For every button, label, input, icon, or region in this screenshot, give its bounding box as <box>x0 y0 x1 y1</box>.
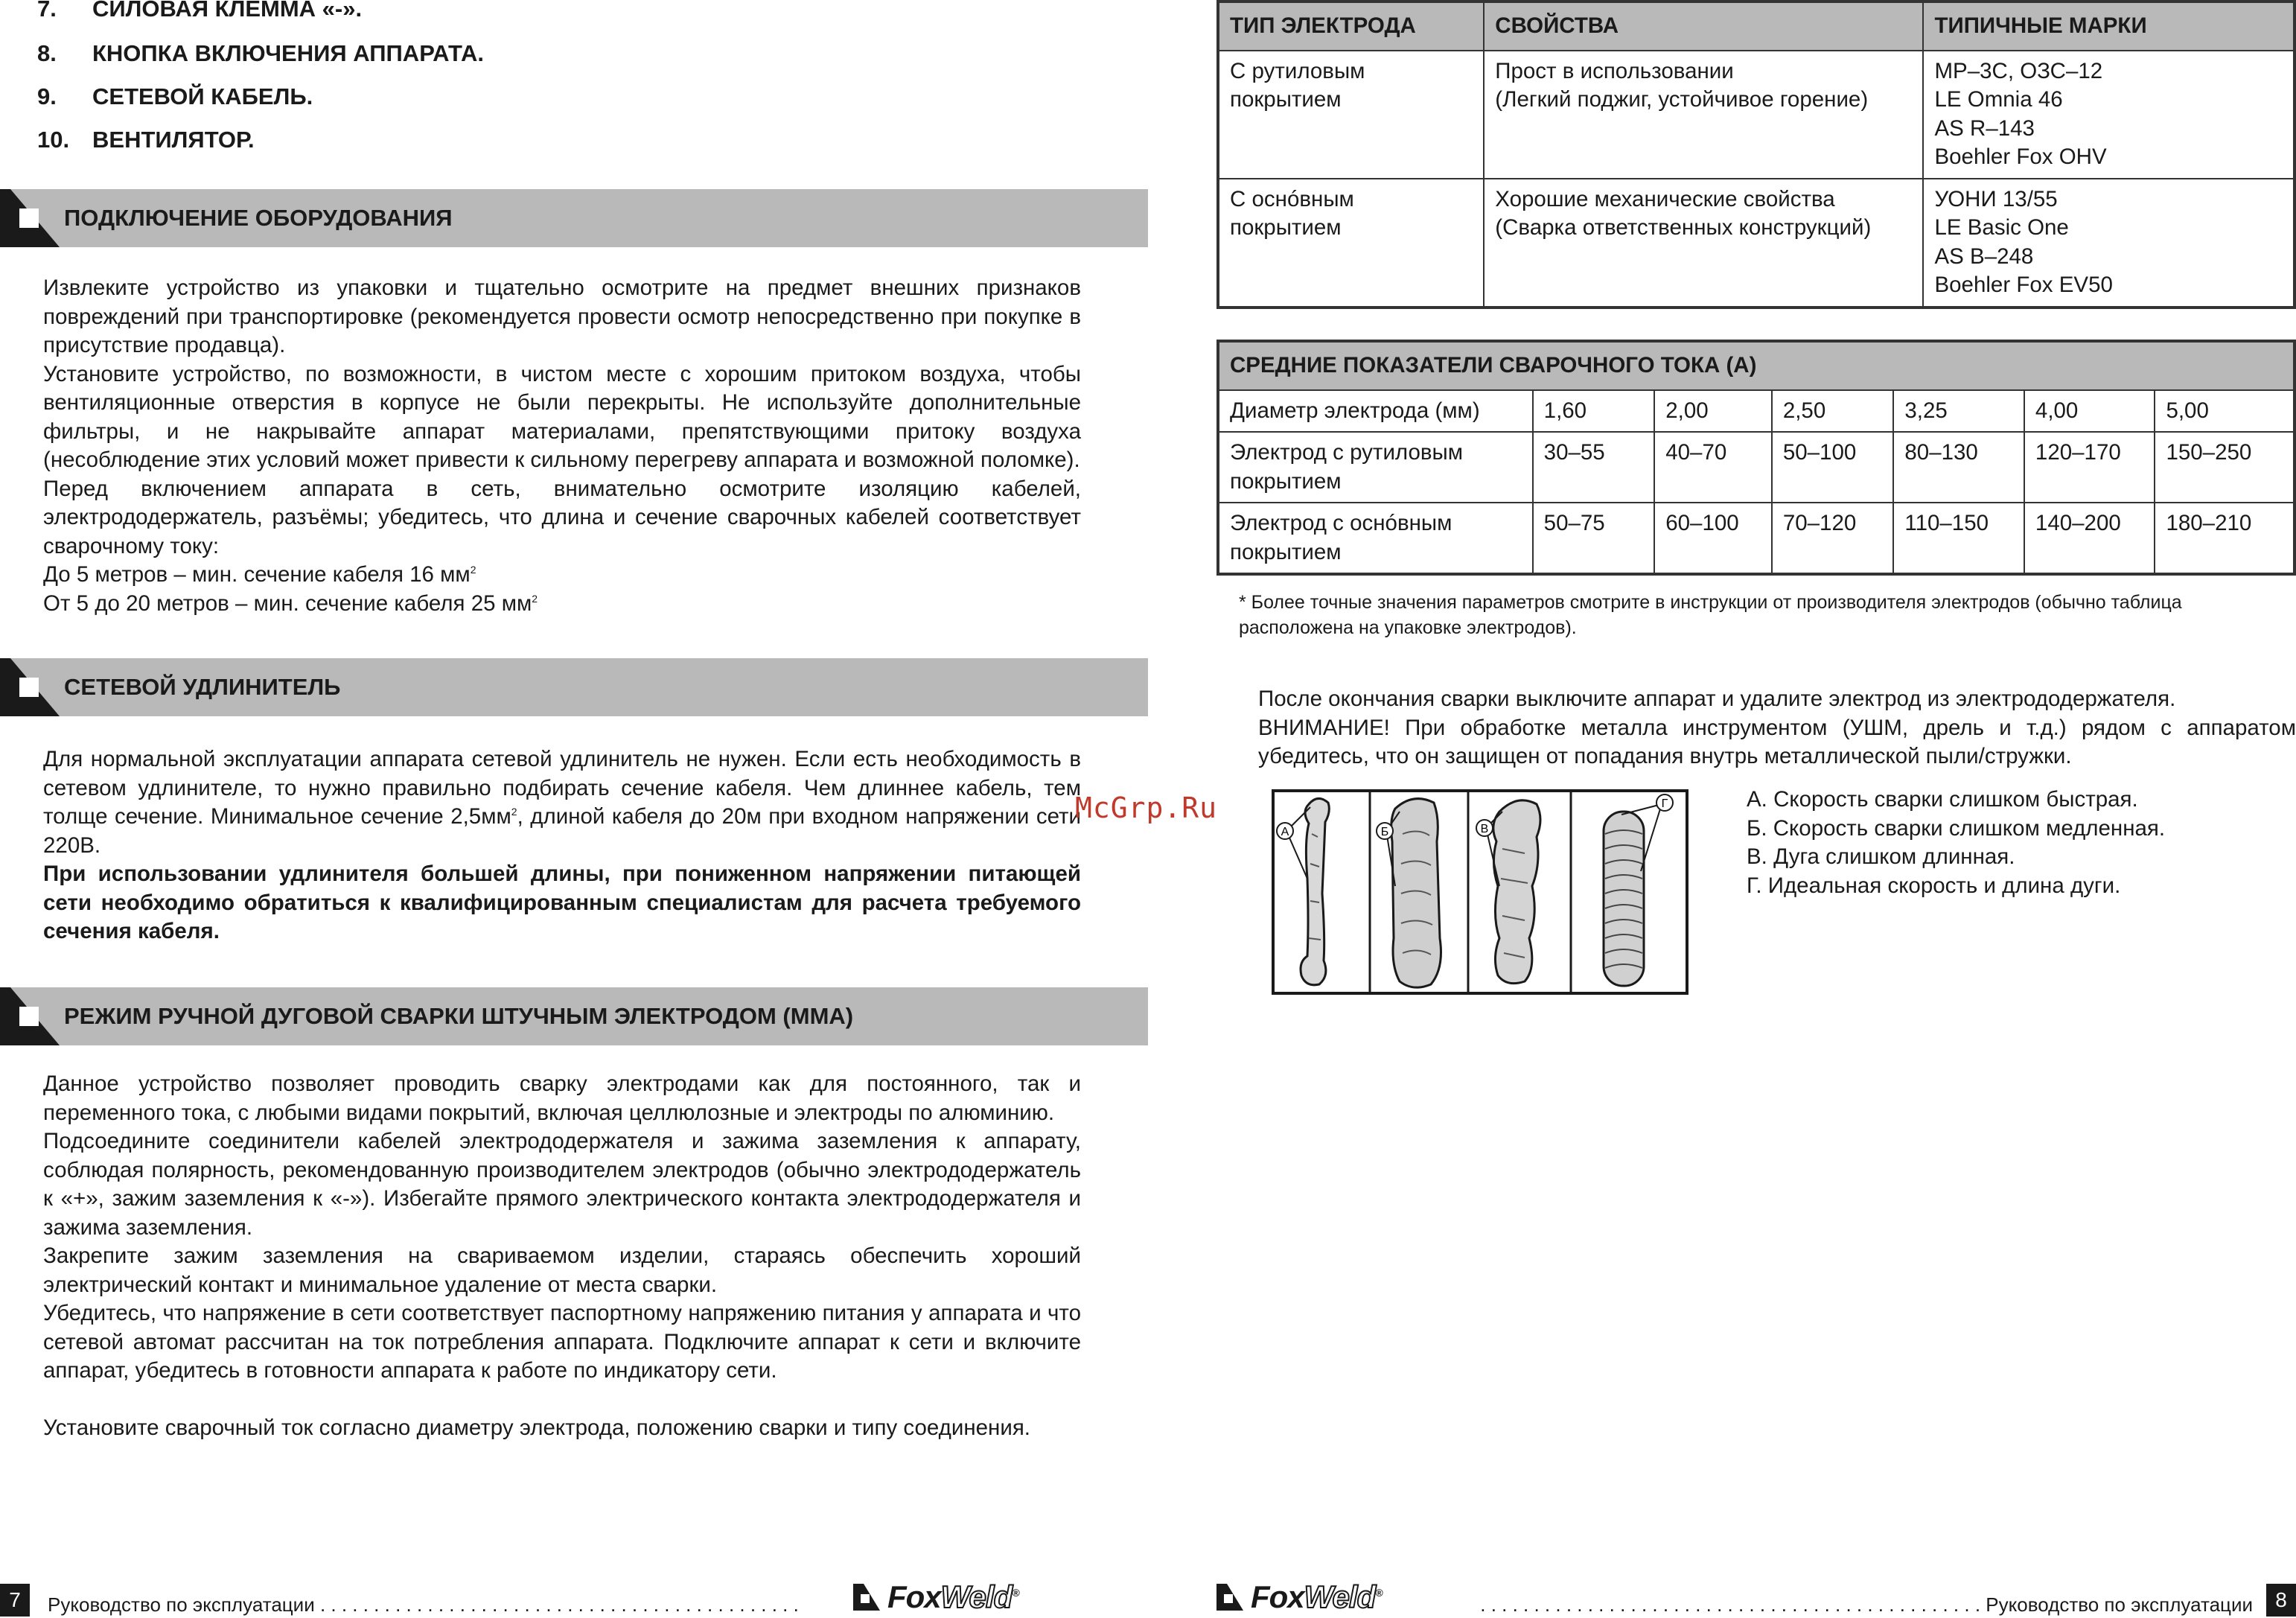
watermark: McGrp.Ru <box>1075 792 1218 824</box>
section-marker-icon <box>0 658 60 716</box>
list-item: 8. КНОПКА ВКЛЮЧЕНИЯ АППАРАТА. <box>37 40 484 66</box>
list-item: 9. СЕТЕВОЙ КАБЕЛЬ. <box>37 83 313 109</box>
table-row <box>1218 390 2295 433</box>
svg-text:Б: Б <box>1380 826 1389 838</box>
list-item: 7. СИЛОВАЯ КЛЕММА «-». <box>37 0 363 22</box>
table-cell: 120–170 <box>2024 432 2155 503</box>
footnote: * Более точные значения параметров смотрите в инструкции от производителя электродов (обычно таблица расположена на упаковке электродов). <box>1239 592 2182 638</box>
weld-bead-figure <box>1272 789 1688 995</box>
paragraph: До 5 метров – мин. сечение кабеля 16 $мм^2$ <box>43 562 476 587</box>
row-label: Диаметр электрода (мм) <box>1218 390 1533 433</box>
table-cell: 2,00 <box>1654 390 1772 433</box>
section-title: СЕТЕВОЙ УДЛИНИТЕЛЬ <box>64 674 341 700</box>
table-row <box>1218 179 2295 308</box>
column-header: ТИПИЧНЫЕ МАРКИ <box>1923 1 2295 51</box>
logo-mark-icon <box>1215 1582 1245 1612</box>
table-row <box>1218 51 2295 179</box>
svg-text:А: А <box>1281 826 1289 838</box>
table-cell: 2,50 <box>1772 390 1894 433</box>
legend-item: А. Скорость сварки слишком быстрая. <box>1747 787 2138 812</box>
page-number: 8 <box>2266 1584 2296 1617</box>
paragraph: При использовании удлинителя большей длины, при пониженном напряжении питающей сети необходимо обратиться к квалифицированным специалистам для расчета требуемого сечения кабеля. <box>43 861 1081 943</box>
paragraph: После окончания сварки выключите аппарат и удалите электрод из электрододержателя. ВНИМАНИЕ! При обработке металла инструментом (УШМ, дрель и т.д.) рядом с аппаратом убедитесь, что он защищен от попадания внутрь металлической пыли/стружки. <box>1258 687 2296 768</box>
table-cell: 180–210 <box>2155 503 2295 574</box>
table-cell: 50–75 <box>1533 503 1655 574</box>
table-header-row <box>1218 341 2295 390</box>
table-title: СРЕДНИЕ ПОКАЗАТЕЛИ СВАРОЧНОГО ТОКА (А) <box>1218 341 2295 390</box>
section-marker-icon <box>0 189 60 247</box>
table-cell: 30–55 <box>1533 432 1655 503</box>
table-cell: 5,00 <box>2155 390 2295 433</box>
current-table <box>1216 340 2296 576</box>
row-label: Электрод с рутиловым покрытием <box>1218 432 1533 503</box>
column-header: ТИП ЭЛЕКТРОДА <box>1218 1 1484 51</box>
table-cell: С рутиловым покрытием <box>1218 51 1484 179</box>
section-header <box>0 658 1148 716</box>
section-header <box>0 987 1148 1045</box>
paragraph: Убедитесь, что напряжение в сети соответствует паспортному напряжению питания у аппарата и что сетевой автомат рассчитан на ток потребления аппарата. Подключите аппарат к сети и включите аппарат, убедитесь в готовности аппарата к работе по индикатору сети. <box>43 1301 1081 1383</box>
svg-text:Г: Г <box>1661 797 1668 810</box>
paragraph: Для нормальной эксплуатации аппарата сетевой удлинитель не нужен. Если есть необходимость в сетевом удлинителе, то нужно правильно подбирать сечение кабеля. Чем длиннее кабель, тем толще сечение. Минимальное сечение $2,5мм^2$, длиной кабеля до 20м при входном напряжении сети 220В. <box>43 747 1081 858</box>
section-body <box>0 745 1081 946</box>
legend-item: Б. Скорость сварки слишком медленная. <box>1747 815 2166 841</box>
table-cell: Хорошие механические свойства (Сварка ответственных конструкций) <box>1484 179 1923 308</box>
table-cell: МР–3С, ОЗС–12 LE Omnia 46 AS R–143 Boehler Fox OHV <box>1923 51 2295 179</box>
column-header: СВОЙСТВА <box>1484 1 1923 51</box>
bead-d <box>1604 812 1644 986</box>
brand-logo: FoxWeld® <box>852 1579 1019 1616</box>
legend-item: Г. Идеальная скорость и длина дуги. <box>1747 873 2121 898</box>
table-cell: 80–130 <box>1893 432 2024 503</box>
table-cell: 3,25 <box>1893 390 2024 433</box>
table-cell: 150–250 <box>2155 432 2295 503</box>
logo-mark-icon <box>852 1582 881 1612</box>
paragraph: Закрепите зажим заземления на свариваемом изделии, стараясь обеспечить хороший электрический контакт и минимальное удаление от места сварки. <box>43 1243 1081 1297</box>
paragraph: Извлеките устройство из упаковки и тщательно осмотрите на предмет внешних признаков повреждений при транспортировке (рекомендуется провести осмотр непосредственно при покупке в присутствие продавца). <box>43 275 1081 357</box>
table-cell: 40–70 <box>1654 432 1772 503</box>
table-cell: 1,60 <box>1533 390 1655 433</box>
table-row <box>1218 432 2295 503</box>
section-marker-icon <box>0 987 60 1045</box>
section-title: ПОДКЛЮЧЕНИЕ ОБОРУДОВАНИЯ <box>64 205 453 231</box>
list-item: 10. ВЕНТИЛЯТОР. <box>37 127 255 153</box>
section-body <box>0 274 1081 618</box>
paragraph: Данное устройство позволяет проводить сварку электродами как для постоянного, так и переменного тока, с любыми видами покрытий, включая целлюлозные и электроды по алюминию. <box>43 1071 1081 1125</box>
table-cell: 4,00 <box>2024 390 2155 433</box>
footer-text: . . . . . . . . . . . . . . . . . . . . . . . . . . . . . . . . . . . . . . . . . . . . . . . Руководство по эксплуатации <box>1480 1593 2253 1616</box>
paragraph: Установите сварочный ток согласно диаметру электрода, положению сварки и типу соединения. <box>43 1415 1031 1440</box>
table-cell: Прост в использовании (Легкий поджиг, устойчивое горение) <box>1484 51 1923 179</box>
legend-item: В. Дуга слишком длинная. <box>1747 844 2015 869</box>
svg-text:В: В <box>1480 823 1489 835</box>
section-header <box>0 189 1148 247</box>
brand-logo: FoxWeld® <box>1215 1579 1383 1616</box>
figure-legend <box>1747 786 2165 900</box>
paragraph: Установите устройство, по возможности, в чистом месте с хорошим притоком воздуха, чтобы вентиляционные отверстия в корпусе не были перекрыты. Не используйте дополнительные фильтры, и не накрывайте аппарат материалами, препятствующими притоку воздуха (несоблюдение этих условий может привести к сильному перегреву аппарата и возможной поломке). <box>43 361 1081 472</box>
paragraph: Перед включением аппарата в сеть, внимательно осмотрите изоляцию кабелей, электрододержатель, разъёмы; убедитесь, что длина и сечение сварочных кабелей соответствует сварочному току: <box>43 476 1081 558</box>
table-cell: УОНИ 13/55 LE Basic One AS B–248 Boehler Fox EV50 <box>1923 179 2295 308</box>
table-cell: 110–150 <box>1893 503 2024 574</box>
paragraph: От 5 до 20 метров – мин. сечение кабеля 25 $мм^2$ <box>43 590 538 616</box>
table-cell: 70–120 <box>1772 503 1894 574</box>
section-title: РЕЖИМ РУЧНОЙ ДУГОВОЙ СВАРКИ ШТУЧНЫМ ЭЛЕКТРОДОМ (ММА) <box>64 1003 854 1029</box>
footer-text: Руководство по эксплуатации . . . . . . . . . . . . . . . . . . . . . . . . . . . . . . . . . . . . . . . . . . . . . <box>48 1593 799 1616</box>
section-body <box>0 1070 1081 1442</box>
table-cell: С оснóвным покрытием <box>1218 179 1484 308</box>
page-number: 7 <box>0 1584 30 1617</box>
table-cell: 140–200 <box>2024 503 2155 574</box>
bead-b <box>1391 799 1441 988</box>
table-row <box>1218 503 2295 574</box>
table-cell: 50–100 <box>1772 432 1894 503</box>
table-header-row <box>1218 1 2295 51</box>
table-cell: 60–100 <box>1654 503 1772 574</box>
paragraph: Подсоедините соединители кабелей электрододержателя и зажима заземления к аппарату, соблюдая полярность, рекомендованную производителем электродов (обычно электрододержатель к «+», зажим заземления к «-»). Избегайте прямого электрического контакта электрододержателя и зажима заземления. <box>43 1129 1081 1240</box>
row-label: Электрод с оснóвным покрытием <box>1218 503 1533 574</box>
electrode-table <box>1216 0 2296 309</box>
